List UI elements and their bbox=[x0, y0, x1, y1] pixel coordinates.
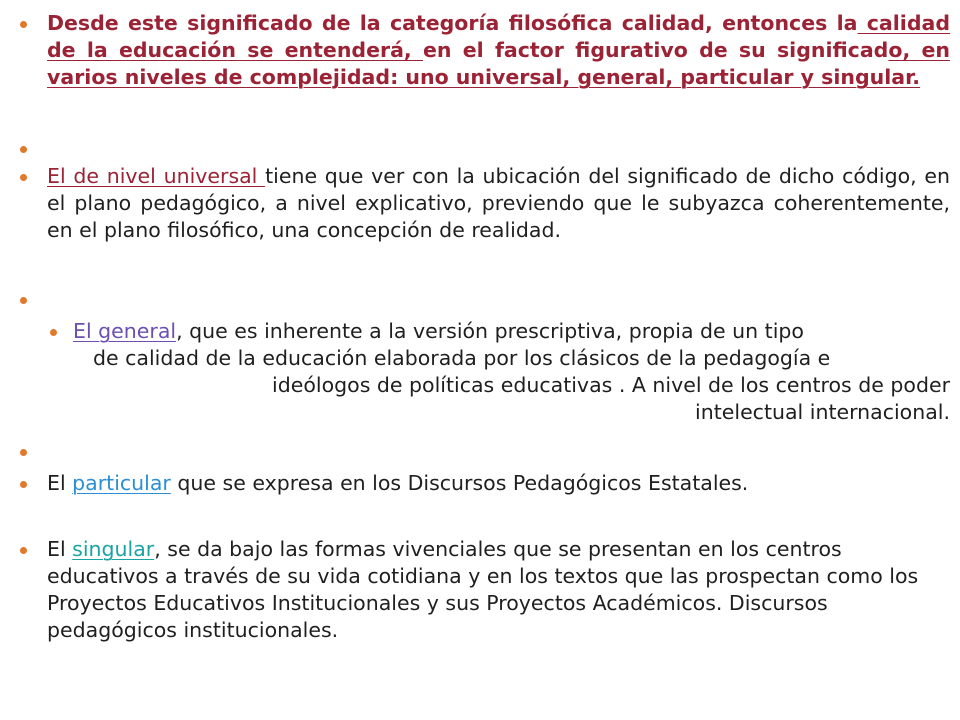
bullet-dot-icon bbox=[20, 449, 27, 456]
underlined-phrase: o, en varios niveles de complejidad: uno universal, general, particular y singular. bbox=[47, 38, 950, 89]
paragraph-universal bbox=[47, 163, 950, 244]
bullet-dot-icon bbox=[20, 297, 27, 304]
paragraph-text: ideólogos de políticas educativas . A nivel de los centros de poder bbox=[272, 373, 950, 397]
paragraph-line bbox=[73, 318, 950, 345]
paragraph-text: Desde este significado de la categoría filosófica calidad, entonces la bbox=[47, 11, 858, 35]
paragraph-text: tiene que ver con la ubicación del significado de dicho código, en el plano pedagógico, a nivel explicativo, previendo que le subyazca coherentemente, en el plano filosófico, una concepción de realidad. bbox=[47, 164, 950, 242]
paragraph-text: El bbox=[47, 471, 73, 495]
underlined-phrase: calidad de la educación se entenderá, bbox=[47, 11, 950, 62]
link-general[interactable]: El general bbox=[73, 319, 177, 343]
link-singular[interactable]: singular bbox=[72, 537, 155, 561]
paragraph-text: intelectual internacional. bbox=[695, 400, 950, 424]
bullet-dot-icon bbox=[50, 329, 57, 336]
paragraph-text: , se da bajo las formas vivenciales que se presentan en los centros educativos a través de su vida cotidiana y en los textos que las prospectan como los Proyectos Educativos Institucionales y sus Proyectos Académicos. Discursos pedagógicos institucionales. bbox=[47, 537, 919, 642]
paragraph-text: de calidad de la educación elaborada por los clásicos de la pedagogía e bbox=[93, 346, 831, 370]
paragraph-line bbox=[73, 399, 950, 426]
paragraph-general bbox=[73, 318, 950, 426]
paragraph-text: en el factor figurativo de su significad bbox=[423, 38, 889, 62]
link-universal[interactable]: El de nivel universal bbox=[47, 164, 266, 188]
bullet-dot-icon bbox=[20, 21, 27, 28]
paragraph-singular bbox=[47, 536, 927, 644]
paragraph-text: que se expresa en los Discursos Pedagógicos Estatales. bbox=[170, 471, 749, 495]
paragraph-particular bbox=[47, 470, 950, 497]
paragraph-text: , que es inherente a la versión prescriptiva, propia de un tipo bbox=[176, 319, 804, 343]
link-particular[interactable]: particular bbox=[72, 471, 171, 495]
paragraph-calidad-intro bbox=[47, 10, 950, 91]
bullet-dot-icon bbox=[20, 146, 27, 153]
bullet-dot-icon bbox=[20, 481, 27, 488]
paragraph-line bbox=[73, 372, 950, 399]
bullet-dot-icon bbox=[20, 547, 27, 554]
paragraph-line bbox=[73, 345, 950, 372]
bullet-dot-icon bbox=[20, 174, 27, 181]
paragraph-text: El bbox=[47, 537, 73, 561]
